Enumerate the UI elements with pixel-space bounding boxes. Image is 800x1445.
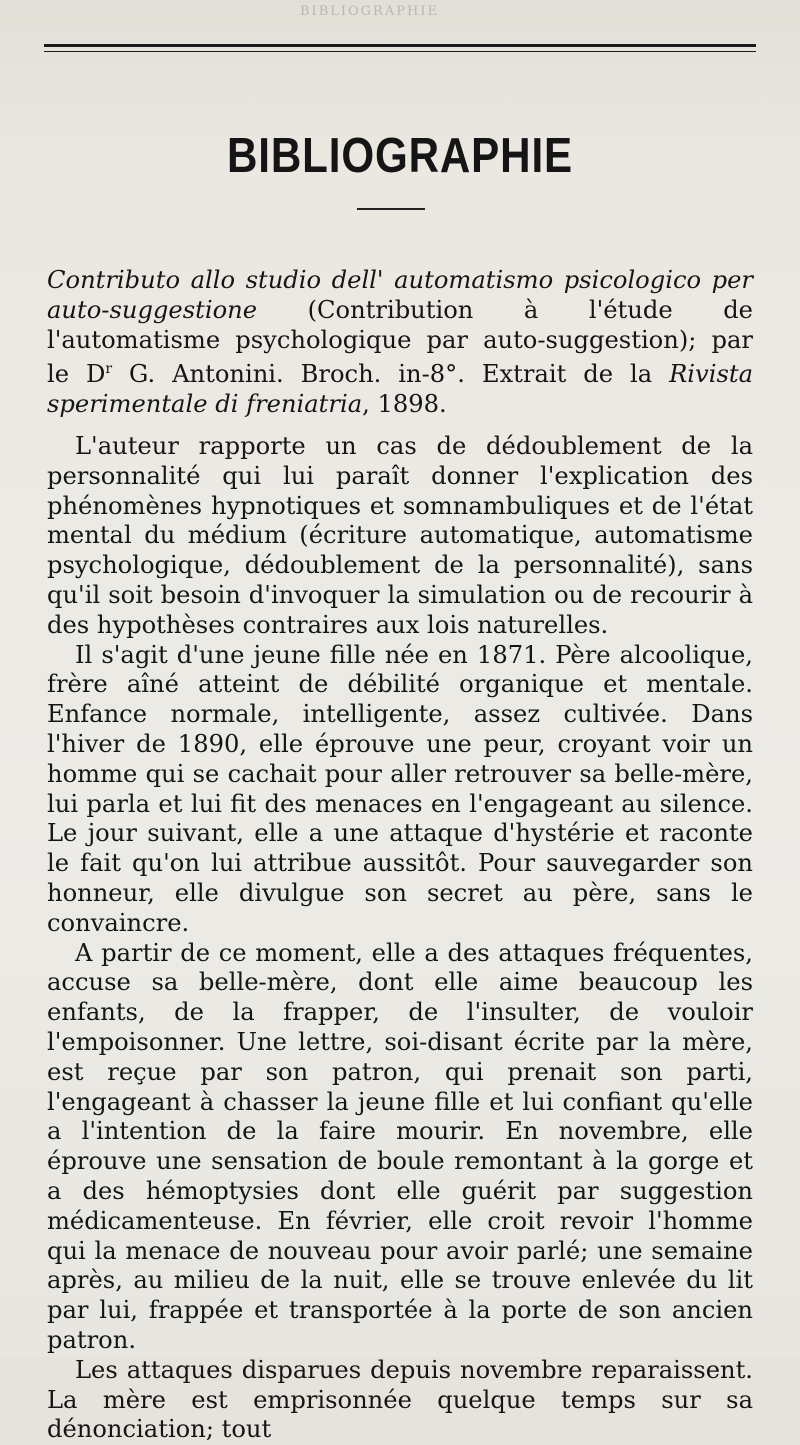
paragraph-1: L'auteur rapporte un cas de dédoublement de la personnalité qui lui paraît donner l'explication des phénomènes hypnotiques et somnambuliques et de l'état mental du médium (écriture automatique, automatisme psychologique, dédoublement de la personnalité), sans qu'il soit besoin d'invoquer la simulation ou de recourir à des hypothèses contraires aux lois naturelles.: [47, 432, 753, 639]
running-header-bleedthrough: BIBLIOGRAPHIE: [300, 4, 439, 19]
publication-year: , 1898.: [362, 390, 447, 419]
work-title-italian: Contributo allo studio dell' automatismo psicologico per auto-suggestione: [47, 266, 753, 324]
paragraph-2: Il s'agit d'une jeune fille née en 1871. Père alcoolique, frère aîné atteint de débilité organique et mentale. Enfance normale, intelligente, assez cultivée. Dans l'hiver de 1890, elle éprouve une peur, croyant voir un homme qui se cachait pour aller retrouver sa belle-mère, lui parla et lui fit des menaces en l'engageant au silence. Le jour suivant, elle a une attaque d'hystérie et raconte le fait qu'on lui attribue aussitôt. Pour sauvegarder son honneur, elle divulgue son secret au père, sans le convaincre.: [47, 640, 753, 937]
paragraph-3: A partir de ce moment, elle a des attaques fréquentes, accuse sa belle-mère, dont elle aime beaucoup les enfants, de la frapper, de l'insulter, de vouloir l'empoisonner. Une lettre, soi-disant écrite par la mère, est reçue par son patron, qui prenait son parti, l'engageant à chasser la jeune fille et lui confiant qu'elle a l'intention de la faire mourir. En novembre, elle éprouve une sensation de boule remontant à la gorge et a des hémoptysies dont elle guérit par suggestion médicamenteuse. En février, elle croit revoir l'homme qui la menace de nouveau pour avoir parlé; une semaine après, au milieu de la nuit, elle se trouve enlevée du lit par lui, frappée et transportée à la porte de son ancien patron.: [47, 938, 753, 1354]
top-rule-thick: [44, 44, 756, 47]
section-title: BIBLIOGRAPHIE: [227, 129, 573, 183]
paragraph-4: Les attaques disparues depuis novembre reparaissent. La mère est emprisonnée quelque temps sur sa dénonciation; tout: [47, 1355, 753, 1444]
review-body: [47, 432, 753, 1445]
doctor-abbrev-sup: r: [105, 361, 113, 378]
top-rule-thin: [44, 51, 756, 52]
journal-title: Rivista sperimentale di freniatria: [47, 360, 753, 419]
citation-block: [47, 266, 753, 420]
author-and-format: G. Antonini. Broch. in-8°. Extrait de la: [112, 360, 670, 389]
title-underline: [357, 208, 425, 210]
work-title-translation: (Contribution à l'étude de l'automatisme psychologique par auto-suggestion); par le D: [47, 295, 753, 389]
